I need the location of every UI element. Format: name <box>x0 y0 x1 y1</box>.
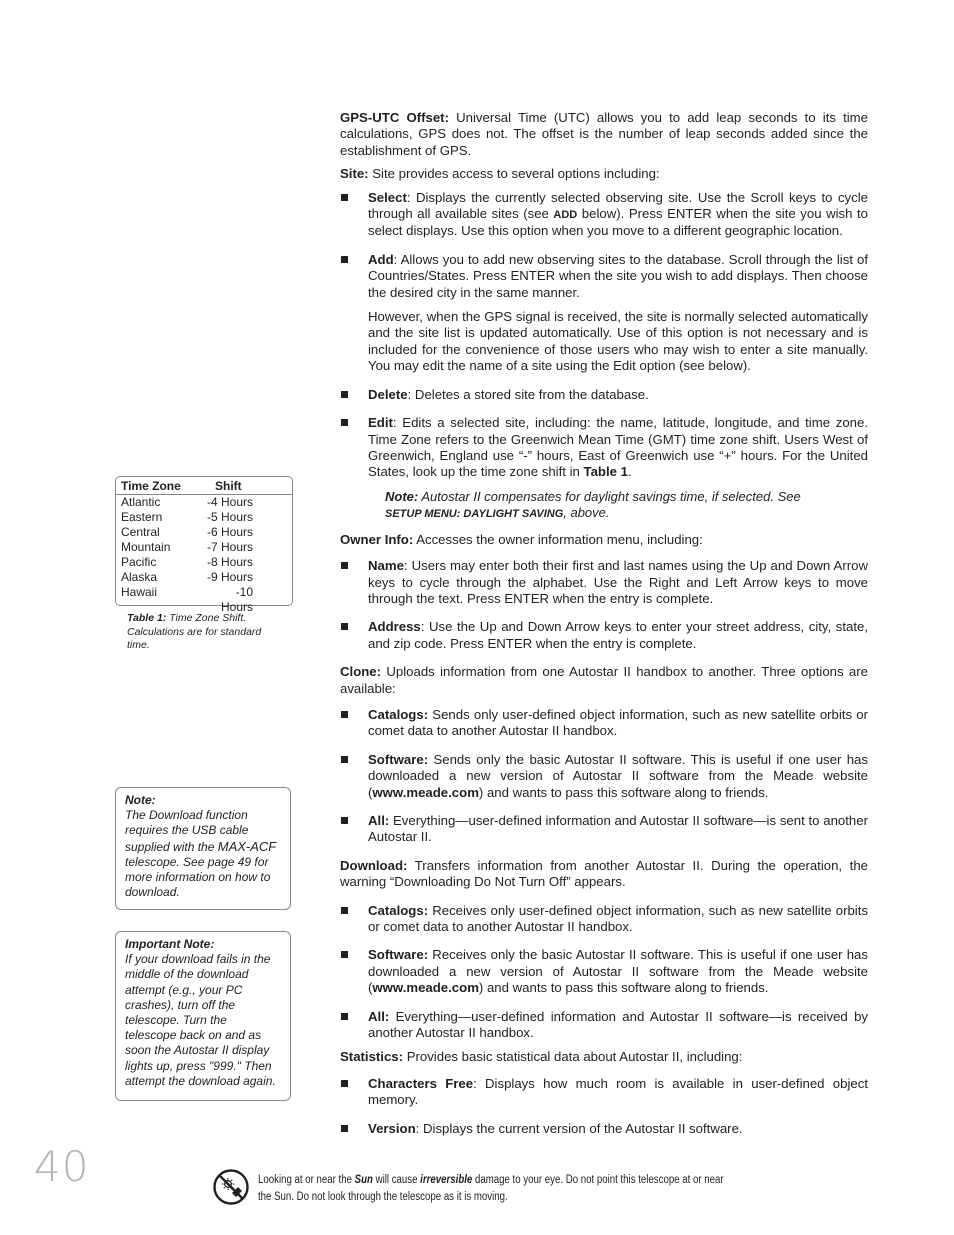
software-text: Receives only the basic Autostar II software. This is useful if one user has downloaded a new version of Autostar II software from the Meade website ( <box>368 947 868 996</box>
bullet-icon <box>341 562 348 569</box>
download-paragraph <box>340 858 868 891</box>
site-add-item <box>340 252 868 375</box>
important-note <box>115 931 291 1101</box>
note-title: Important Note: <box>125 937 215 951</box>
time-zone-table <box>115 476 293 614</box>
software-text: Sends only the basic Autostar II software. This is useful if one user has downloaded a new version of Autostar II software from the Meade website ( <box>368 751 868 800</box>
zone-cell: Eastern <box>121 510 163 524</box>
name-title: Name <box>368 558 404 574</box>
version-text: : Displays the current version of the Autostar II software. <box>415 1120 743 1136</box>
page-number: 40 <box>34 1142 90 1191</box>
table-row <box>116 555 292 570</box>
software-title: Software: <box>368 947 429 963</box>
statistics-text: Provides basic statistical data about Autostar II, including: <box>403 1049 743 1065</box>
site-title: Site: <box>340 166 369 182</box>
meade-url: www.meade.com <box>372 784 479 800</box>
clone-paragraph <box>340 664 868 697</box>
address-text: : Use the Up and Down Arrow keys to enter your street address, city, state, and zip code. Press ENTER when the entry is complete. <box>368 619 868 651</box>
warning-sun: Sun <box>354 1174 373 1186</box>
table-row <box>116 540 292 555</box>
select-title: Select <box>368 189 407 205</box>
table-row <box>116 525 292 540</box>
site-edit-item <box>340 415 868 481</box>
add-title: Add <box>368 251 394 267</box>
shift-cell: -10 Hours <box>220 585 253 614</box>
warning-irreversible: irreversible <box>420 1174 473 1186</box>
owner-name-item <box>340 558 868 607</box>
site-select-item <box>340 190 868 240</box>
bullet-icon <box>341 256 348 263</box>
all-text: Everything—user-defined information and Autostar II software—is received by another Autostar II handbox. <box>368 1008 868 1041</box>
meade-url: www.meade.com <box>372 980 479 996</box>
note-text: Autostar II compensates for daylight savings time, if selected. See <box>418 488 801 504</box>
warning-text-3: damage to your eye. Do not point this telescope at or near the Sun. Do not look through the telescope as it is moving. <box>258 1174 724 1203</box>
software-title: Software: <box>368 751 429 767</box>
clone-software-item <box>340 752 868 801</box>
shift-cell: -5 Hours <box>206 510 253 524</box>
statistics-version-item <box>340 1121 868 1137</box>
note-label: Note: <box>385 488 419 504</box>
bullet-icon <box>341 1125 348 1132</box>
note-title: Note: <box>125 793 156 807</box>
edit-title: Edit <box>368 415 393 431</box>
statistics-paragraph <box>340 1049 868 1065</box>
clone-catalogs-item <box>340 707 868 740</box>
sun-warning <box>258 1172 728 1205</box>
zone-cell: Mountain <box>121 540 171 554</box>
bullet-icon <box>341 391 348 398</box>
owner-address-item <box>340 619 868 652</box>
table-row <box>116 510 292 525</box>
all-text: Everything—user-defined information and Autostar II software—is sent to another Autostar II. <box>368 813 868 845</box>
header-time-zone: Time Zone <box>121 479 181 493</box>
note-body <box>125 808 281 900</box>
select-text-2: below). Press ENTER when the site you wish to select displays. Use this option when you move to a different geographic location. <box>368 206 868 239</box>
zone-cell: Atlantic <box>121 495 161 509</box>
bullet-icon <box>341 817 348 824</box>
name-text: : Users may enter both their first and last names using the Up and Down Arrow keys to cycle through the alphabet. Use the Right and Left Arrow keys to move through the text. Press ENTER when the entry is complete. <box>368 558 868 606</box>
site-text: Site provides access to several options including: <box>368 166 660 182</box>
note-text: The Download function requires the USB cable supplied with the <box>125 808 249 854</box>
download-title: Download: <box>340 857 408 873</box>
table-ref: Table 1 <box>583 464 628 480</box>
version-title: Version <box>368 1120 416 1136</box>
software-text-2: ) and wants to pass this software along to friends. <box>478 784 769 800</box>
software-text-2: ) and wants to pass this software along to friends. <box>478 980 769 996</box>
gps-utc-text: Universal Time (UTC) allows you to add leap seconds to its time calculations, GPS does not. The offset is the number of leap seconds added since the establishment of GPS. <box>340 110 869 158</box>
address-title: Address <box>368 619 421 635</box>
warning-text: Looking at or near the <box>258 1174 355 1186</box>
delete-text: : Deletes a stored site from the database. <box>407 386 649 402</box>
all-title: All: <box>368 813 390 828</box>
owner-title: Owner Info: <box>340 531 414 547</box>
catalogs-title: Catalogs: <box>368 706 429 722</box>
catalogs-title: Catalogs: <box>368 902 429 918</box>
site-delete-item <box>340 387 868 403</box>
bullet-icon <box>341 711 348 718</box>
download-catalogs-item <box>340 903 868 936</box>
add-text: : Allows you to add new observing sites to the database. Scroll through the list of Countries/States. Press ENTER when the site you wish to add displays. Then choose the desired city in the same manner. <box>368 251 868 300</box>
add-text-2: However, when the GPS signal is received, the site is normally selected automatically and the site list is updated automatically. Use of this option is not necessary and is included for the convenience of those users who may wish to enter a site manually. You may edit the name of a site using the Edit option (see below). <box>368 309 868 374</box>
chars-title: Characters Free <box>368 1075 474 1091</box>
bullet-icon <box>341 951 348 958</box>
catalogs-text: Sends only user-defined object information, such as new satellite orbits or comet data to another Autostar II handbox. <box>368 706 868 739</box>
zone-cell: Pacific <box>121 555 157 569</box>
note-model: MAX-ACF <box>217 838 277 854</box>
shift-cell: -9 Hours <box>206 570 253 584</box>
main-column <box>340 110 868 1149</box>
gps-utc-paragraph <box>340 110 868 159</box>
shift-cell: -4 Hours <box>206 495 253 509</box>
catalogs-text: Receives only user-defined object information, such as new satellite orbits or comet data to another Autostar II handbox. <box>368 902 868 935</box>
clone-title: Clone: <box>340 664 382 680</box>
all-title: All: <box>368 1008 390 1024</box>
zone-cell: Hawaii <box>121 585 158 599</box>
download-text: Transfers information from another Autostar II. During the operation, the warning “Downloading Do Not Turn Off” appears. <box>340 857 868 890</box>
note-menu: SETUP MENU: DAYLIGHT SAVING <box>385 507 564 520</box>
table-row <box>116 570 292 585</box>
clone-text: Uploads information from one Autostar II handbox to another. Three options are available: <box>340 664 868 696</box>
shift-cell: -7 Hours <box>206 540 253 554</box>
table-row <box>116 495 292 510</box>
bullet-icon <box>341 1080 348 1087</box>
caption-label: Table 1: <box>127 612 167 624</box>
caption-text: Time Zone Shift. Calculations are for standard time. <box>127 612 262 651</box>
warning-text-2: will cause <box>372 1174 421 1186</box>
note-end: , above. <box>563 504 610 520</box>
select-ref: ADD <box>553 209 578 222</box>
zone-cell: Alaska <box>121 570 158 584</box>
table-caption <box>127 612 277 653</box>
bullet-icon <box>341 907 348 914</box>
clone-all-item <box>340 813 868 846</box>
zone-cell: Central <box>121 525 160 539</box>
chars-text: : Displays how much room is available in user-defined object memory. <box>368 1075 868 1108</box>
select-text: : Displays the currently selected observing site. Use the Scroll keys to cycle through all available sites (see <box>368 189 868 222</box>
note-body: If your download fails in the middle of the download attempt (e.g., your PC crashes), turn off the telescope. Turn the telescope back on and as soon the Autostar II display lights up, press "999." Then attempt the download again. <box>125 952 276 1088</box>
table-header <box>116 477 292 495</box>
gps-utc-title: GPS-UTC Offset: <box>340 110 449 125</box>
download-all-item <box>340 1009 868 1042</box>
table-row <box>116 585 292 615</box>
daylight-note <box>340 489 868 522</box>
no-sun-icon <box>213 1169 249 1205</box>
edit-end: . <box>627 464 632 480</box>
bullet-icon <box>341 194 348 201</box>
download-software-item <box>340 947 868 996</box>
header-shift: Shift <box>215 479 242 493</box>
delete-title: Delete <box>368 386 408 402</box>
shift-cell: -8 Hours <box>206 555 253 569</box>
bullet-icon <box>341 1013 348 1020</box>
download-note <box>115 787 291 910</box>
bullet-icon <box>341 756 348 763</box>
owner-text: Accesses the owner information menu, including: <box>413 531 703 547</box>
owner-paragraph <box>340 532 868 548</box>
bullet-icon <box>341 623 348 630</box>
shift-cell: -6 Hours <box>206 525 253 539</box>
note-text-2: telescope. See page 49 for more information on how to download. <box>125 854 271 900</box>
site-paragraph <box>340 166 868 182</box>
statistics-chars-item <box>340 1076 868 1109</box>
statistics-title: Statistics: <box>340 1049 404 1065</box>
edit-text: : Edits a selected site, including: the name, latitude, longitude, and time zone. Time Zone refers to the Greenwich Mean Time (GMT) time zone shift. Users West of Greenwich, England use “-” hours, East of Greenwich use “+” hours. For the United States, look up the time zone shift in <box>368 415 868 480</box>
bullet-icon <box>341 419 348 426</box>
